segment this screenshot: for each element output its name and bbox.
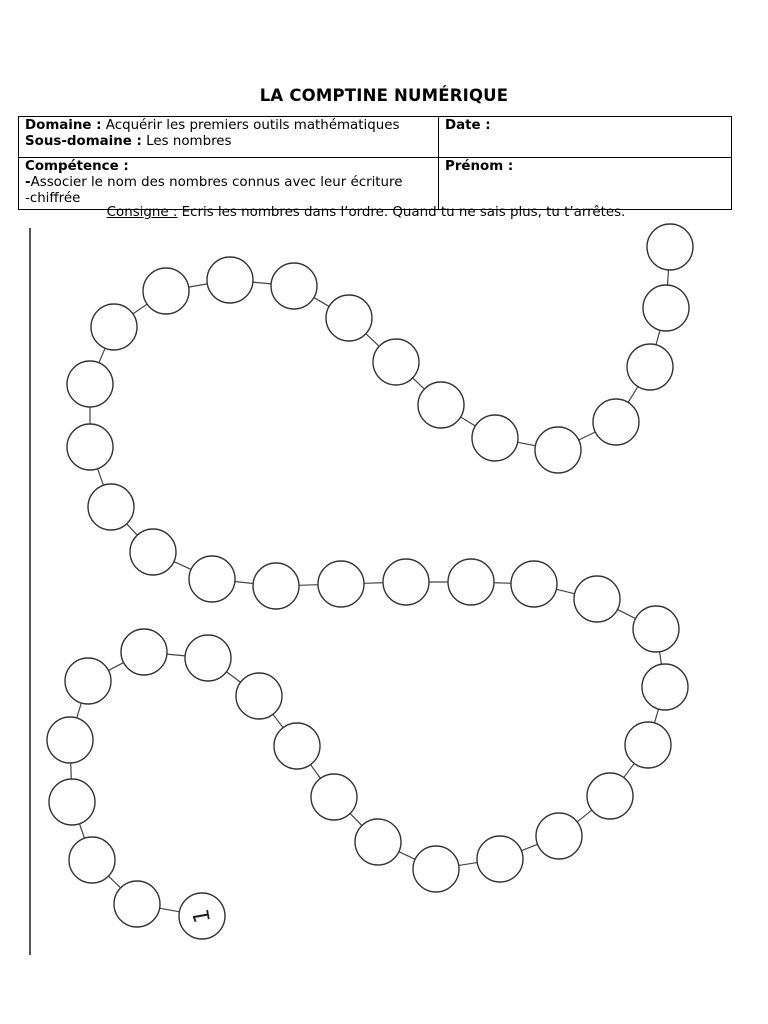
track-link — [579, 432, 596, 440]
date-label: Date : — [445, 118, 491, 133]
domaine-value: Acquérir les premiers outils mathématiques — [101, 118, 400, 133]
track-circle[interactable] — [593, 399, 639, 445]
track-circle[interactable] — [311, 774, 357, 820]
page-title: LA COMPTINE NUMÉRIQUE — [259, 86, 509, 105]
track-link — [656, 330, 660, 345]
track-link — [668, 270, 669, 285]
track-link — [350, 813, 362, 825]
track-link — [71, 763, 72, 779]
track-circle[interactable] — [418, 382, 464, 428]
competence-line2: -chiffrée — [25, 191, 81, 206]
track-circle[interactable] — [121, 629, 167, 675]
track-circle[interactable] — [67, 424, 113, 470]
track-link — [99, 348, 105, 363]
track-link — [189, 284, 208, 287]
track-circle[interactable] — [647, 224, 693, 270]
track-link — [77, 703, 82, 718]
track-link — [577, 810, 592, 822]
track-circle[interactable] — [625, 722, 671, 768]
track-circle[interactable] — [65, 658, 111, 704]
track-circle[interactable] — [91, 304, 137, 350]
track-link — [660, 652, 662, 665]
track-link — [314, 298, 329, 307]
track-circle[interactable] — [49, 779, 95, 825]
track-circle[interactable] — [472, 415, 518, 461]
track-link — [273, 714, 283, 727]
track-link — [461, 417, 476, 426]
track-link — [174, 562, 191, 570]
sous-domaine-label: Sous-domaine : — [25, 134, 142, 149]
track-link — [299, 585, 318, 586]
track-circle[interactable] — [383, 559, 429, 605]
prenom-label: Prénom : — [445, 159, 514, 174]
track-circle[interactable] — [536, 813, 582, 859]
track-circle[interactable] — [114, 881, 160, 927]
track-link — [98, 469, 104, 486]
track-link — [518, 442, 536, 445]
track-circle[interactable] — [642, 664, 688, 710]
track-circle[interactable] — [477, 836, 523, 882]
track-circle[interactable] — [413, 846, 459, 892]
consigne-label: Consigne : — [106, 205, 178, 220]
track-circle[interactable] — [185, 635, 231, 681]
start-number: 1 — [188, 906, 217, 925]
track-link — [494, 583, 511, 584]
track-link — [628, 387, 638, 403]
track-link — [311, 765, 321, 779]
track-circle[interactable] — [355, 819, 401, 865]
track-link — [624, 763, 635, 777]
track-circle[interactable] — [448, 559, 494, 605]
track-link — [364, 583, 383, 584]
track-circle[interactable] — [236, 673, 282, 719]
track-link — [366, 334, 379, 347]
track-circle[interactable] — [326, 295, 372, 341]
competence-label: Compétence : — [25, 159, 129, 174]
competence-line1: Associer le nom des nombres connus avec leur écriture — [30, 175, 403, 190]
track-link — [133, 304, 147, 314]
track-circle[interactable] — [587, 773, 633, 819]
track-circle[interactable] — [143, 268, 189, 314]
track-link — [521, 844, 537, 850]
track-circle[interactable] — [373, 339, 419, 385]
track-circle[interactable] — [318, 561, 364, 607]
track-link — [654, 709, 658, 723]
track-link — [399, 852, 415, 860]
track-circle[interactable] — [47, 717, 93, 763]
track-circle[interactable] — [130, 529, 176, 575]
track-link — [556, 589, 574, 593]
track-circle[interactable] — [535, 427, 581, 473]
sous-domaine-value: Les nombres — [141, 134, 232, 149]
competence-dash: - — [25, 175, 31, 190]
track-circle[interactable] — [633, 606, 679, 652]
track-circle[interactable] — [643, 285, 689, 331]
track-link — [167, 654, 185, 656]
track-link — [226, 672, 240, 683]
track-circle[interactable] — [511, 561, 557, 607]
track-circle[interactable] — [574, 576, 620, 622]
track-link — [413, 378, 425, 389]
track-circle[interactable] — [627, 344, 673, 390]
track-link — [108, 876, 120, 888]
consigne-text: Ecris les nombres dans l’ordre. Quand tu ne sais plus, tu t’arrêtes. — [177, 205, 626, 220]
track-link — [160, 908, 180, 912]
track-circle[interactable] — [67, 361, 113, 407]
track-circle[interactable] — [274, 723, 320, 769]
track-circle[interactable] — [189, 556, 235, 602]
track-link — [618, 609, 636, 618]
track-link — [459, 863, 478, 866]
track-link — [79, 824, 84, 839]
track-link — [235, 582, 253, 584]
domaine-label: Domaine : — [25, 118, 102, 133]
track-link — [108, 663, 123, 671]
track-circle[interactable] — [69, 837, 115, 883]
track-circle[interactable] — [253, 563, 299, 609]
track-circle[interactable] — [271, 263, 317, 309]
track-link — [253, 282, 271, 284]
track-link — [127, 524, 138, 535]
track-circle[interactable] — [88, 484, 134, 530]
track-circle[interactable] — [207, 257, 253, 303]
